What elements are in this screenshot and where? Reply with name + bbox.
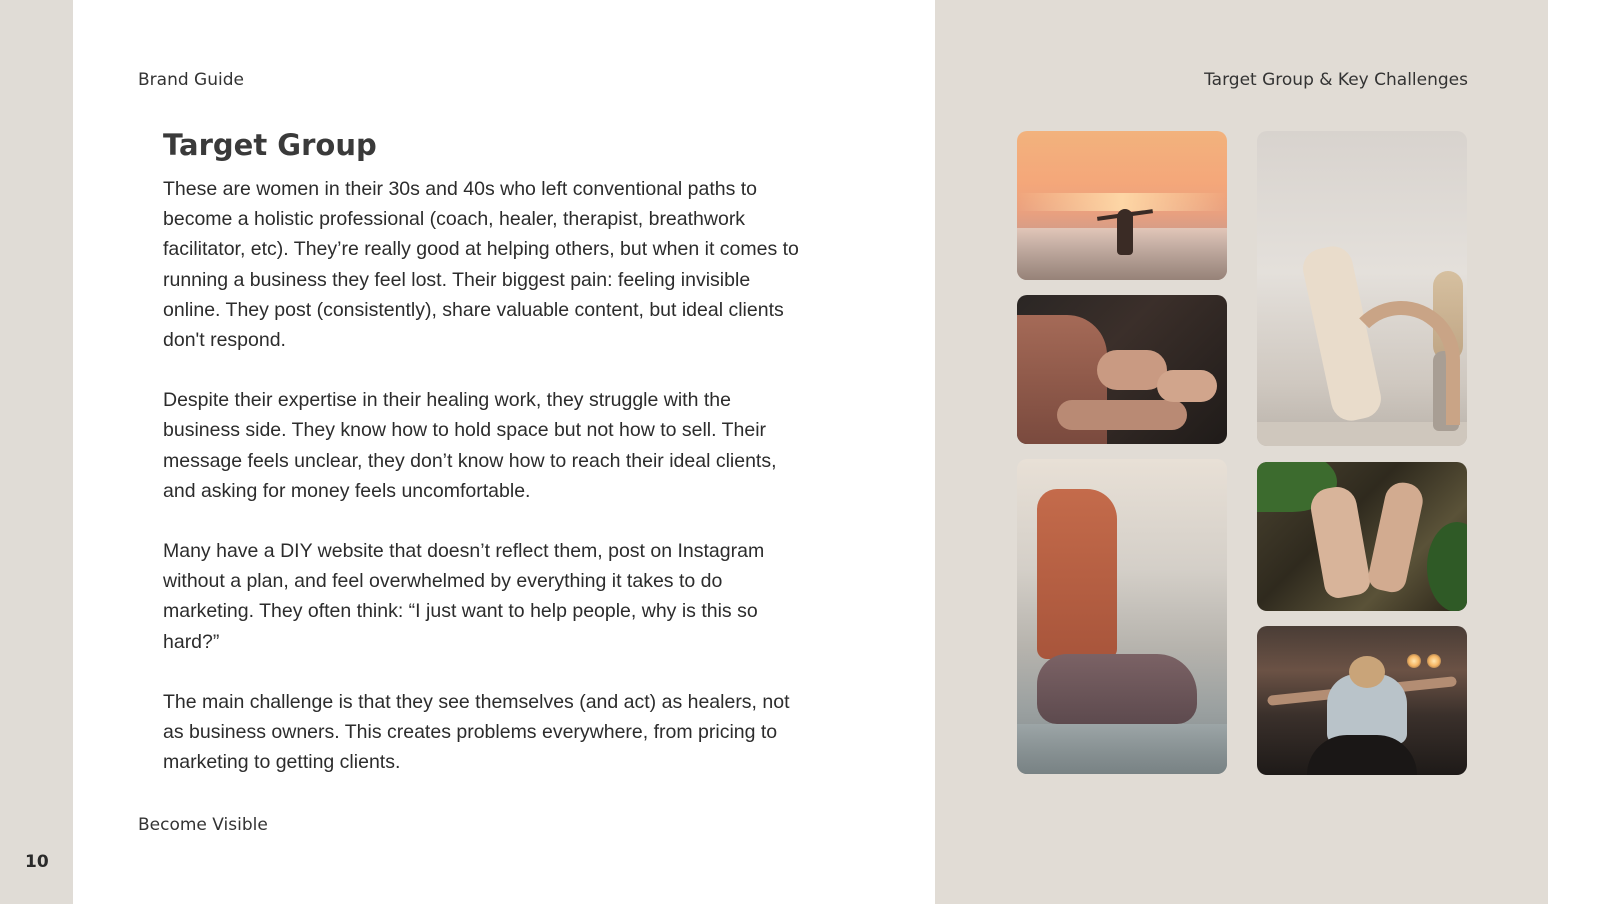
body-text bbox=[163, 174, 813, 807]
photo-healing-hands bbox=[1017, 295, 1227, 444]
paragraph: Despite their expertise in their healing work, they struggle with the business side. They know how to hold space but not how to sell. Their message feels unclear, they don’t know how to reach their ideal clients, and asking for money feels uncomfortable. bbox=[163, 389, 777, 502]
paragraph: These are women in their 30s and 40s who left conventional paths to become a holistic professional (coach, healer, therapist, breathwork facilitator, etc). They’re really good at helping others, but when it comes to running a business they feel lost. Their biggest pain: feeling invisible online. They post (consistently), share valuable content, but ideal clients don't respond. bbox=[163, 178, 799, 352]
photo-beach-sunset bbox=[1017, 131, 1227, 280]
header-brand-guide: Brand Guide bbox=[138, 70, 244, 90]
page-number: 10 bbox=[25, 852, 49, 872]
photo-hands-on-tree bbox=[1257, 462, 1467, 611]
paragraph: The main challenge is that they see themselves (and act) as healers, not as business owners. This creates problems everywhere, from pricing to marketing to getting clients. bbox=[163, 690, 790, 774]
photo-arms-open-road bbox=[1257, 626, 1467, 775]
page-title: Target Group bbox=[163, 128, 377, 162]
header-section-title: Target Group & Key Challenges bbox=[1204, 70, 1468, 90]
viewer-margin bbox=[1548, 0, 1600, 904]
photo-meditation bbox=[1017, 459, 1227, 774]
photo-yoga-backbend bbox=[1257, 131, 1467, 446]
footer-brand-name: Become Visible bbox=[138, 815, 268, 835]
paragraph: Many have a DIY website that doesn’t reflect them, post on Instagram without a plan, and feel overwhelmed by everything it takes to do marketing. They often think: “I just want to help people, why is this so hard?” bbox=[163, 540, 765, 653]
viewer-gutter bbox=[0, 0, 73, 904]
